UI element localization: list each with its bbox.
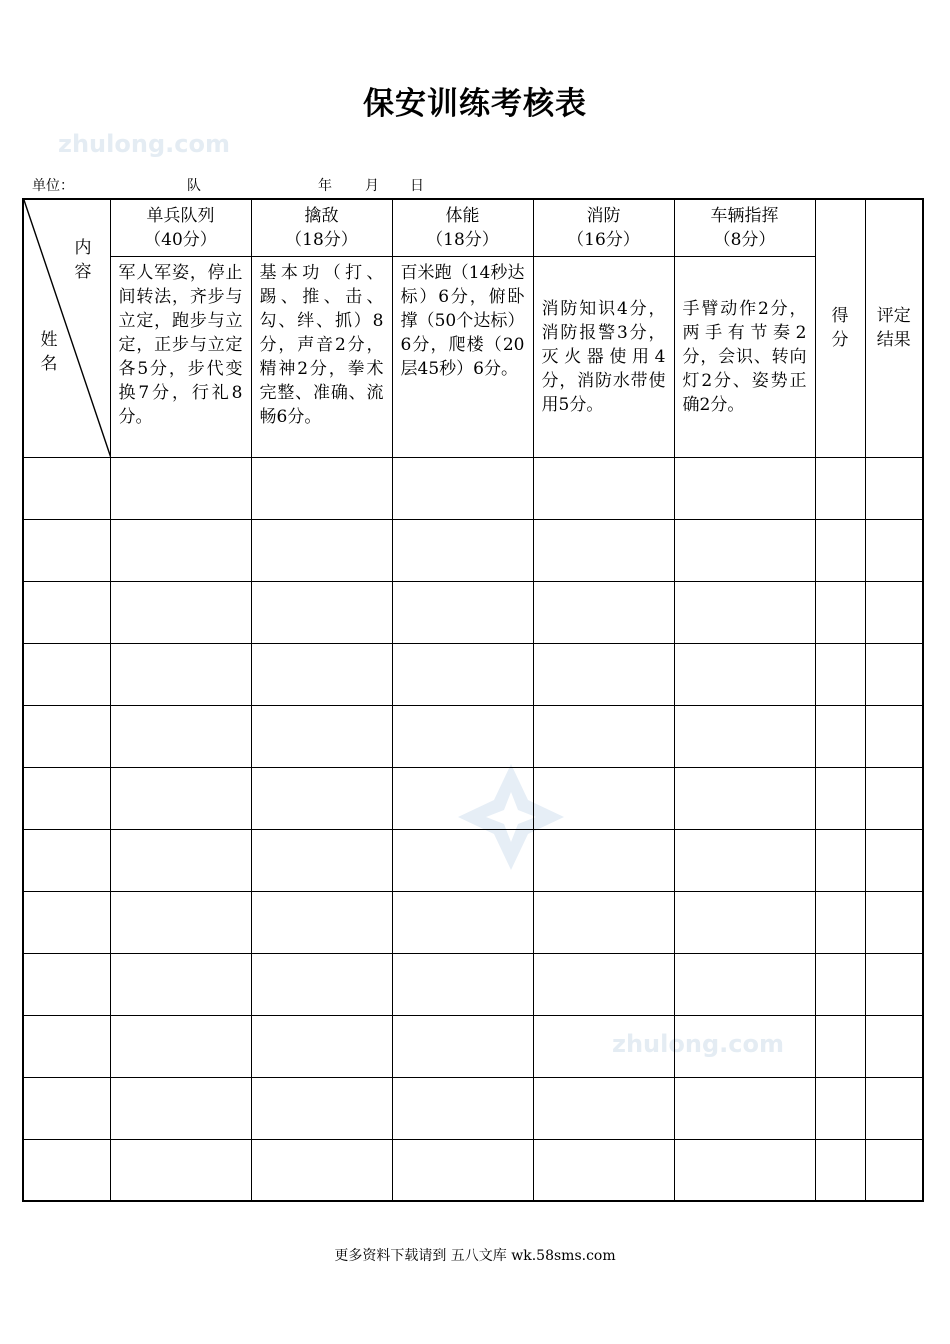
entry-cell[interactable] [23, 891, 110, 953]
entry-cell[interactable] [392, 581, 533, 643]
entry-cell[interactable] [392, 705, 533, 767]
entry-cell[interactable] [815, 767, 865, 829]
entry-cell[interactable] [110, 891, 251, 953]
entry-cell[interactable] [533, 1077, 674, 1139]
entry-cell[interactable] [674, 643, 815, 705]
entry-cell[interactable] [815, 581, 865, 643]
entry-cell[interactable] [23, 1139, 110, 1201]
entry-cell[interactable] [251, 891, 392, 953]
entry-cell[interactable] [110, 705, 251, 767]
corner-name-label: 姓名 [40, 330, 58, 374]
entry-cell[interactable] [533, 643, 674, 705]
column-points: （40分） [144, 229, 217, 250]
entry-cell[interactable] [23, 1015, 110, 1077]
entry-cell[interactable] [392, 891, 533, 953]
criteria-fire: 消防知识4分，消防报警3分，灭火器使用4分，消防水带使用5分。 [533, 256, 674, 457]
year-label: 年 [318, 178, 332, 194]
entry-cell[interactable] [674, 891, 815, 953]
entry-cell[interactable] [674, 1139, 815, 1201]
table-row [23, 1015, 923, 1077]
entry-cell[interactable] [674, 519, 815, 581]
entry-cell[interactable] [533, 891, 674, 953]
entry-cell[interactable] [865, 457, 923, 519]
entry-cell[interactable] [533, 953, 674, 1015]
entry-cell[interactable] [392, 643, 533, 705]
entry-cell[interactable] [815, 1139, 865, 1201]
entry-cell[interactable] [251, 457, 392, 519]
entry-cell[interactable] [251, 953, 392, 1015]
result-header: 评定结果 [865, 199, 923, 457]
entry-cell[interactable] [865, 705, 923, 767]
entry-cell[interactable] [674, 829, 815, 891]
column-name: 车辆指挥 [710, 205, 779, 226]
entry-cell[interactable] [251, 581, 392, 643]
criteria-combat: 基本功（打、踢、推、击、勾、绊、抓）8分，声音2分，精神2分，拳术完整、准确、流畅6分。 [251, 256, 392, 457]
column-header-combat [251, 199, 392, 256]
column-header-drill [110, 199, 251, 256]
diagonal-line [24, 200, 111, 458]
table-row [23, 643, 923, 705]
entry-cell[interactable] [251, 519, 392, 581]
entry-cell[interactable] [815, 705, 865, 767]
column-points: （18分） [426, 229, 499, 250]
entry-cell[interactable] [533, 457, 674, 519]
column-name: 体能 [445, 205, 480, 226]
entry-cell[interactable] [23, 767, 110, 829]
score-header: 得分 [815, 199, 865, 457]
watermark-text: zhulong.com [58, 130, 230, 158]
column-points: （8分） [713, 229, 776, 250]
day-label: 日 [410, 178, 424, 194]
entry-cell[interactable] [674, 1015, 815, 1077]
entry-cell[interactable] [815, 829, 865, 891]
table-row [23, 705, 923, 767]
entry-cell[interactable] [251, 829, 392, 891]
column-name: 消防 [586, 205, 621, 226]
column-header-traffic [674, 199, 815, 256]
criteria-drill: 军人军姿，停止间转法，齐步与立定，跑步与立定，正步与立定各5分，步代变换7分，行礼8分。 [110, 256, 251, 457]
entry-cell[interactable] [674, 767, 815, 829]
entry-cell[interactable] [865, 581, 923, 643]
entry-cell[interactable] [392, 1015, 533, 1077]
unit-label: 单位： [32, 178, 74, 194]
table-row [23, 457, 923, 519]
entry-cell[interactable] [110, 1015, 251, 1077]
entry-cell[interactable] [533, 1139, 674, 1201]
table-row [23, 953, 923, 1015]
entry-cell[interactable] [533, 519, 674, 581]
table-row [23, 891, 923, 953]
entry-cell[interactable] [865, 891, 923, 953]
entry-cell[interactable] [392, 519, 533, 581]
entry-rows [23, 457, 923, 1201]
entry-cell[interactable] [533, 767, 674, 829]
corner-content-label: 内容 [74, 238, 92, 282]
entry-cell[interactable] [392, 953, 533, 1015]
entry-cell[interactable] [110, 767, 251, 829]
entry-cell[interactable] [815, 953, 865, 1015]
entry-cell[interactable] [110, 953, 251, 1015]
entry-cell[interactable] [23, 643, 110, 705]
month-label: 月 [365, 178, 379, 194]
assessment-table [22, 198, 924, 1202]
column-points: （18分） [285, 229, 358, 250]
page-title: 保安训练考核表 [363, 86, 587, 122]
entry-cell[interactable] [674, 1077, 815, 1139]
entry-cell[interactable] [110, 1139, 251, 1201]
entry-cell[interactable] [392, 829, 533, 891]
entry-cell[interactable] [110, 519, 251, 581]
column-name: 单兵队列 [146, 205, 215, 226]
entry-cell[interactable] [815, 457, 865, 519]
entry-cell[interactable] [23, 829, 110, 891]
entry-cell[interactable] [251, 1139, 392, 1201]
column-name: 擒敌 [304, 205, 339, 226]
entry-cell[interactable] [23, 705, 110, 767]
entry-cell[interactable] [533, 1015, 674, 1077]
entry-cell[interactable] [251, 705, 392, 767]
criteria-traffic: 手臂动作2分，两手有节奏2分，会识、转向灯2分、姿势正确2分。 [674, 256, 815, 457]
table-row [23, 581, 923, 643]
watermark-text: zhulong.com [612, 1030, 784, 1058]
table-row [23, 1077, 923, 1139]
entry-cell[interactable] [392, 457, 533, 519]
entry-cell[interactable] [815, 1015, 865, 1077]
table-row [23, 519, 923, 581]
entry-cell[interactable] [392, 1077, 533, 1139]
entry-cell[interactable] [865, 1139, 923, 1201]
column-header-fire [533, 199, 674, 256]
entry-cell[interactable] [23, 581, 110, 643]
table-row [23, 829, 923, 891]
criteria-fitness: 百米跑（14秒达标）6分，俯卧撑（50个达标）6分，爬楼（20层45秒）6分。 [392, 256, 533, 457]
entry-cell[interactable] [23, 1077, 110, 1139]
entry-cell[interactable] [251, 1077, 392, 1139]
entry-cell[interactable] [865, 829, 923, 891]
entry-cell[interactable] [110, 1077, 251, 1139]
entry-cell[interactable] [865, 1015, 923, 1077]
entry-cell[interactable] [533, 829, 674, 891]
entry-cell[interactable] [533, 581, 674, 643]
entry-cell[interactable] [674, 953, 815, 1015]
entry-cell[interactable] [533, 705, 674, 767]
entry-cell[interactable] [392, 767, 533, 829]
entry-cell[interactable] [110, 457, 251, 519]
entry-cell[interactable] [815, 643, 865, 705]
entry-cell[interactable] [865, 519, 923, 581]
entry-cell[interactable] [674, 457, 815, 519]
entry-cell[interactable] [251, 643, 392, 705]
entry-cell[interactable] [865, 643, 923, 705]
column-points: （16分） [567, 229, 640, 250]
entry-cell[interactable] [392, 1139, 533, 1201]
entry-cell[interactable] [865, 953, 923, 1015]
table-row [23, 767, 923, 829]
entry-cell[interactable] [23, 519, 110, 581]
entry-cell[interactable] [865, 1077, 923, 1139]
entry-cell[interactable] [110, 643, 251, 705]
table-row [23, 1139, 923, 1201]
corner-header-cell [23, 199, 110, 457]
entry-cell[interactable] [110, 581, 251, 643]
entry-cell[interactable] [815, 891, 865, 953]
entry-cell[interactable] [23, 953, 110, 1015]
entry-cell[interactable] [23, 457, 110, 519]
entry-cell[interactable] [815, 1077, 865, 1139]
entry-cell[interactable] [251, 767, 392, 829]
entry-cell[interactable] [815, 519, 865, 581]
team-label: 队 [187, 178, 201, 194]
entry-cell[interactable] [865, 767, 923, 829]
footer-text: 更多资料下载请到 五八文库 wk.58sms.com [334, 1248, 616, 1264]
entry-cell[interactable] [674, 705, 815, 767]
entry-cell[interactable] [251, 1015, 392, 1077]
entry-cell[interactable] [674, 581, 815, 643]
entry-cell[interactable] [110, 829, 251, 891]
column-header-fitness [392, 199, 533, 256]
